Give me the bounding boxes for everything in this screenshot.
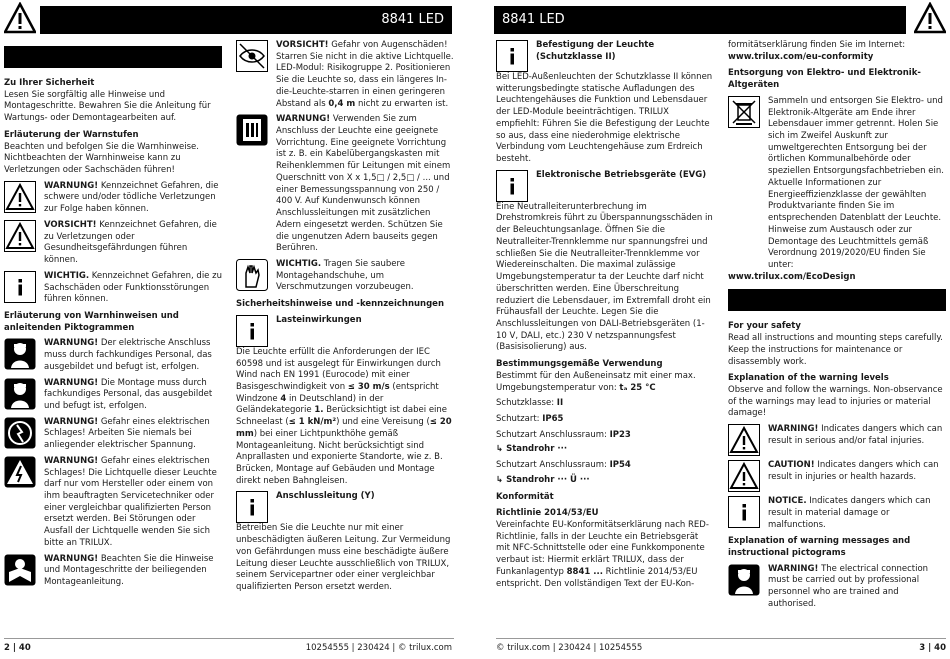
info-icon	[4, 271, 36, 303]
paragraph: Betreiben Sie die Leuchte nur mit einer unbeschädigten äußeren Leitung. Zur Vermeidung von Gefährdungen muss eine beschädigte äußere Leitung dieser Leuchte ausschließlich von TRILUX, seinem Servicepartner oder einer vergleichbar qualifizierten Person ersetzt werden.	[236, 523, 451, 593]
caution-keyword: VORSICHT!	[276, 40, 329, 50]
pictogram-text: Gefahr eines elektrischen Schlages! Arbeiten Sie niemals bei anliegender elektrischer Spannung.	[44, 416, 210, 451]
right-column-2	[728, 40, 946, 611]
section-heading: Entsorgung von Elektro- und Elektronik-Altgeräten	[728, 68, 921, 91]
right-column-1	[496, 40, 714, 590]
notice-text: Kennzeichnet Gefahren, die zu Sachschäden oder Funktionsstörungen führen können.	[44, 270, 222, 305]
page-header: 8841 LED	[40, 6, 452, 34]
page-number: 2 | 40	[4, 643, 31, 653]
pictogram-row	[4, 378, 222, 413]
section-heading: Sicherheitshinweise und -kennzeichnungen	[236, 299, 445, 310]
pictogram-text: Beachten Sie die Hinweise und Montageschritte der beiliegenden Montageanleitung.	[44, 553, 214, 588]
text: Die Leuchte erfüllt die Anforderungen der IEC 60598 und ist ausgelegt für Einwirkungen durch Wind nach EN 1991 (Eurocode) mit einer Basisgeschwindigkeit von	[236, 346, 441, 392]
warning-triangle-icon	[4, 181, 36, 213]
pictogram-text: nicht zu erwarten ist.	[357, 98, 449, 109]
pictogram-row	[4, 417, 222, 452]
page-header: 8841 LED	[494, 6, 906, 34]
cable-row	[236, 491, 454, 523]
caution-level-row	[728, 460, 946, 492]
spec-line	[496, 398, 714, 410]
spec-value: IP65	[542, 413, 564, 424]
spec-label: Schutzart Anschlussraum:	[496, 429, 607, 440]
product-type: 8841 ...	[566, 566, 603, 577]
spec-variant: ↳ Standrohr ···	[496, 444, 568, 455]
left-column-2	[236, 40, 454, 594]
text: in Deutschland) in der Geländekategorie	[236, 393, 384, 416]
paragraph: Bei LED-Außenleuchten der Schutzklasse II können witterungsbedingte statische Aufladungen des Leuchtengehäuses die Funktion und Lebensdauer der LED-Module beeinträchtigen. TRILUX empfiehlt: Führen Sie die Befestigung der Leuchte so aus, dass eine niederohmige elektrische Verbindung vom Leuchtengehäuse zum Erdreich besteht.	[496, 72, 713, 165]
text: Berücksichtigt ist dabei eine Schneelast (	[236, 405, 448, 428]
subsection-heading: Lasteinwirkungen	[276, 314, 362, 325]
paragraph: Lesen Sie sorgfältig alle Hinweise und Montageschritte. Bewahren Sie die Anleitung für Wartungs- oder Demontagearbeiten auf.	[4, 89, 211, 124]
spec-line	[496, 430, 714, 442]
section-heading: For your safety	[728, 321, 801, 332]
pictogram-text: Gefahr von Augenschäden! Starren Sie nicht in die aktive Lichtquelle. LED-Modul: Risikogruppe 2. Positionieren Sie die Leuchte so, dass ein längeres In-die-Leuchte-starren in einen geringeren Abstand als	[276, 40, 454, 109]
page-number: 3 | 40	[919, 643, 946, 653]
pictogram-text: Gefahr eines elektrischen Schlages! Die Lichtquelle dieser Leuchte darf nur vom Hersteller oder einem von ihm beauftragten Servicetechniker oder einer vergleichbar qualifizierten Person ersetzt werden. Bei Störungen oder Ausfall der Lichtquelle wenden Sie sich bitte an TRILUX.	[44, 455, 217, 548]
warning-level-row	[728, 424, 946, 456]
pictogram-text: The electrical connection must be carried out by professional personnel who are trained and authorised.	[768, 563, 929, 609]
pictogram-row	[728, 564, 946, 611]
section-heading: Richtlinie 2014/53/EU	[496, 508, 599, 519]
disconnect-power-icon	[4, 417, 36, 449]
warning-triangle-icon	[4, 2, 36, 34]
left-page	[0, 0, 460, 659]
subsection-heading: Elektronische Betriebsgeräte (EVG)	[536, 169, 707, 180]
section-heading: Erläuterung von Warnhinweisen und anleitenden Piktogrammen	[4, 310, 179, 333]
spec-variant: ↳ Standrohr ··· Ü ···	[496, 474, 590, 485]
warning-text: Kennzeichnet Gefahren, die schwere und/oder tödliche Verletzungen zur Folge haben können.	[44, 180, 219, 215]
eye-warning-row	[236, 40, 454, 110]
paragraph: Eine Neutralleiterunterbrechung im Drehstromkreis führt zu Überspannungsschäden in der Beleuchtungsanlage. Öffnen Sie die Neutralleiter-Trennklemme nur spannungsfrei und schließen Sie die Neutralleiter-Trennklemme vor Wiedereinschalten. Die maximal zulässige Umgebungstemperatur ta der Leuchte darf nicht überschritten werden. Eine Überschreitung reduziert die Lebensdauer, im Extremfall droht ein Frühausfall der Leuchte. Legen Sie die Anschlussleitungen von DALI-Betriebsgeräten (1-10 V, DALI, etc.) 230 V netzspannungsfest (Basisisolierung) aus.	[496, 201, 713, 353]
text: Richtlinie 2014/53/EU entspricht. Den vollständigen Text der EU-Kon-	[496, 566, 698, 589]
read-manual-icon	[4, 554, 36, 586]
terrain-category: 1.	[314, 405, 324, 416]
text: Bestimmt für den Außeneinsatz mit einer max. Umgebungstemperatur von:	[496, 370, 696, 393]
text: ) bei einer Lichtpunkthöhe gemäß Montageanleitung. Nicht berücksichtigt sind Anprallasten und exponierte Standorte, wie z. B. Brücken, Montage auf Gebäuden und Montage direkt neben Bahngleisen.	[236, 428, 443, 486]
spec-value: IP23	[609, 429, 631, 440]
right-page	[490, 0, 950, 659]
notice-level-row	[4, 271, 222, 306]
notice-level-row	[728, 496, 946, 531]
pictogram-text: Verwenden Sie zum Anschluss der Leuchte eine geeignete Vorrichtung. Eine geeignete Vorrichtung ist z. B. ein Kabelübergangskasten mit Reihenklemmen für Leitungen mit einem Querschnitt von X x 1,5□ / 2,5□ / ... und einer Bemessungsspannung von 250 / 400 V. Auf Kundenwunsch können Anschlussleitungen mit zusätzlichen Adern eingesetzt werden. Schützen Sie die ungenutzen Adern bauseits gegen Berühren.	[276, 114, 451, 254]
info-icon	[236, 491, 268, 523]
electrician-icon	[728, 564, 760, 596]
icing: ≤ 20 mm	[236, 417, 452, 439]
electrician-icon	[4, 338, 36, 370]
warning-text: Indicates dangers which can result in serious and/or fatal injuries.	[768, 424, 943, 446]
warning-triangle-icon	[914, 2, 946, 34]
spec-line	[496, 460, 714, 472]
notice-keyword: NOTICE.	[768, 496, 807, 507]
caution-keyword: CAUTION!	[768, 460, 815, 471]
paragraph: Beachten und befolgen Sie die Warnhinweise. Nichtbeachten der Warnhinweise kann zu Verletzungen oder Sachschäden führen!	[4, 141, 199, 176]
pictogram-row	[4, 456, 222, 550]
language-bar	[728, 289, 946, 311]
eye-damage-icon	[236, 40, 268, 72]
gloves-notice-row	[236, 259, 454, 294]
warning-keyword: WARNING!	[768, 424, 819, 435]
notice-keyword: WICHTIG.	[276, 258, 322, 269]
pictogram-row	[4, 554, 222, 589]
spec-label: Schutzart:	[496, 413, 540, 424]
footer-meta: © trilux.com | 230424 | 10254555	[496, 643, 643, 653]
warning-keyword: WARNUNG!	[44, 180, 99, 191]
conformity-link[interactable]: www.trilux.com/eu-conformity	[728, 51, 874, 62]
warning-keyword: WARNUNG!	[276, 114, 331, 125]
wind-speed: ≤ 30 m/s	[347, 381, 390, 392]
electric-shock-icon	[4, 456, 36, 488]
info-icon	[496, 40, 528, 72]
subsection-heading: Befestigung der Leuchte (Schutzklasse II)	[536, 40, 655, 62]
warning-keyword: WARNUNG!	[44, 416, 99, 427]
info-icon	[236, 315, 268, 347]
pictogram-text: Die Montage muss durch fachkundiges Personal, das ausgebildet und befugt ist, erfolgen.	[44, 377, 213, 411]
info-icon	[728, 496, 760, 528]
section-heading: Explanation of warning messages and instructional pictograms	[728, 536, 911, 558]
spec-label: Schutzart Anschlussraum:	[496, 460, 607, 471]
spec-value: II	[556, 398, 564, 409]
left-column-1	[4, 40, 222, 589]
pictogram-text: Tragen Sie saubere Montagehandschuhe, um Verschmutzungen vorzubeugen.	[276, 258, 414, 293]
caution-text: Indicates dangers which can result in injuries or health hazards.	[768, 460, 939, 482]
notice-text: Indicates dangers which can result in material damage or malfunctions.	[768, 496, 931, 530]
footer-meta: 10254555 | 230424 | © trilux.com	[305, 643, 452, 653]
paragraph: Observe and follow the warnings. Non-observance of the warnings may lead to injuries or material damage!	[728, 384, 943, 419]
gloves-icon	[236, 259, 268, 291]
paragraph: formitätserklärung finden Sie im Internet:	[728, 40, 906, 50]
intended-use-paragraph	[496, 371, 714, 394]
warning-keyword: WARNUNG!	[44, 455, 99, 466]
section-heading: Bestimmungsgemäße Verwendung	[496, 359, 663, 370]
caution-text: Kennzeichnet Gefahren, die zu Verletzungen oder Gesundheitsgefährdungen führen können.	[44, 219, 217, 266]
warning-keyword: WARNING!	[768, 563, 819, 574]
paragraph: Read all instructions and mounting steps carefully. Keep the instructions for maintenance or disassembly work.	[728, 333, 943, 367]
caution-triangle-icon	[4, 220, 36, 252]
ballast-row	[496, 170, 714, 202]
caution-triangle-icon	[728, 460, 760, 492]
info-icon	[496, 170, 528, 202]
mounting-row	[496, 40, 714, 72]
terminal-box-icon	[236, 114, 268, 146]
load-paragraph	[236, 347, 454, 488]
section-heading: Konformität	[496, 491, 554, 502]
disposal-row	[728, 96, 946, 272]
language-bar	[4, 46, 222, 68]
ambient-temperature: tₐ 25 °C	[619, 382, 656, 393]
pictogram-text: Der elektrische Anschluss muss durch fachkundiges Personal, das ausgebildet und befugt ist, erfolgen.	[44, 338, 212, 372]
section-heading: Explanation of the warning levels	[728, 373, 889, 384]
paragraph: Sammeln und entsorgen Sie Elektro- und Elektronik-Altgeräte am Ende ihrer Lebensdauer immer getrennt. Holen Sie sich im Zweifel Auskunft zur umweltgerechten Entsorgung bei der örtlichen Kommunalbehörde oder speziellen Entsorgungsfachbetrieben ein. Aktuelle Informationen zur Energieeffizienzklasse der gewählten Produktvariante finden Sie im entsprechenden Datenblatt der Leuchte. Hinweise zum Austausch oder zur Demontage des Leuchtmittels gemäß Verordnung 2019/2020/EU finden Sie unter:	[768, 95, 944, 270]
text: ) und eine Vereisung (	[336, 417, 430, 428]
wind-zone: 4	[280, 393, 287, 404]
section-heading: Zu Ihrer Sicherheit	[4, 78, 95, 88]
warning-level-row	[4, 181, 222, 216]
crossed-bin-icon	[728, 96, 760, 128]
connection-warning-row	[236, 114, 454, 255]
section-heading: Erläuterung der Warnstufen	[4, 129, 139, 140]
load-row	[236, 315, 454, 347]
pictogram-row	[4, 338, 222, 373]
spec-value: IP54	[609, 460, 631, 471]
text: (entspricht Windzone	[236, 381, 439, 404]
warning-triangle-icon	[728, 424, 760, 456]
snow-load: ≤ 1 kN/m²	[288, 417, 337, 428]
caution-level-row	[4, 220, 222, 267]
warning-keyword: WARNUNG!	[44, 338, 99, 349]
subsection-heading: Anschlussleitung (Y)	[276, 491, 375, 502]
directive-paragraph	[496, 520, 714, 590]
installer-icon	[4, 378, 36, 410]
ecodesign-link[interactable]: www.trilux.com/EcoDesign	[728, 271, 856, 282]
warning-keyword: WARNUNG!	[44, 377, 99, 388]
spec-label: Schutzklasse:	[496, 398, 555, 409]
text: Vereinfachte EU-Konformitätserklärung nach RED-Richtlinie, falls in der Leuchte ein Betriebsgerät mit NFC-Schnittstelle oder eine Funkkomponente verbaut ist: Hiermit erklärt TRILUX, dass der Funkanlagentyp	[496, 520, 709, 577]
warning-keyword: WARNUNG!	[44, 553, 99, 564]
caution-keyword: VORSICHT!	[44, 219, 97, 230]
footer-rule	[4, 638, 454, 639]
notice-keyword: WICHTIG.	[44, 270, 90, 281]
distance-value: 0,4 m	[328, 98, 356, 109]
spec-line	[496, 414, 714, 426]
footer-rule	[496, 638, 946, 639]
